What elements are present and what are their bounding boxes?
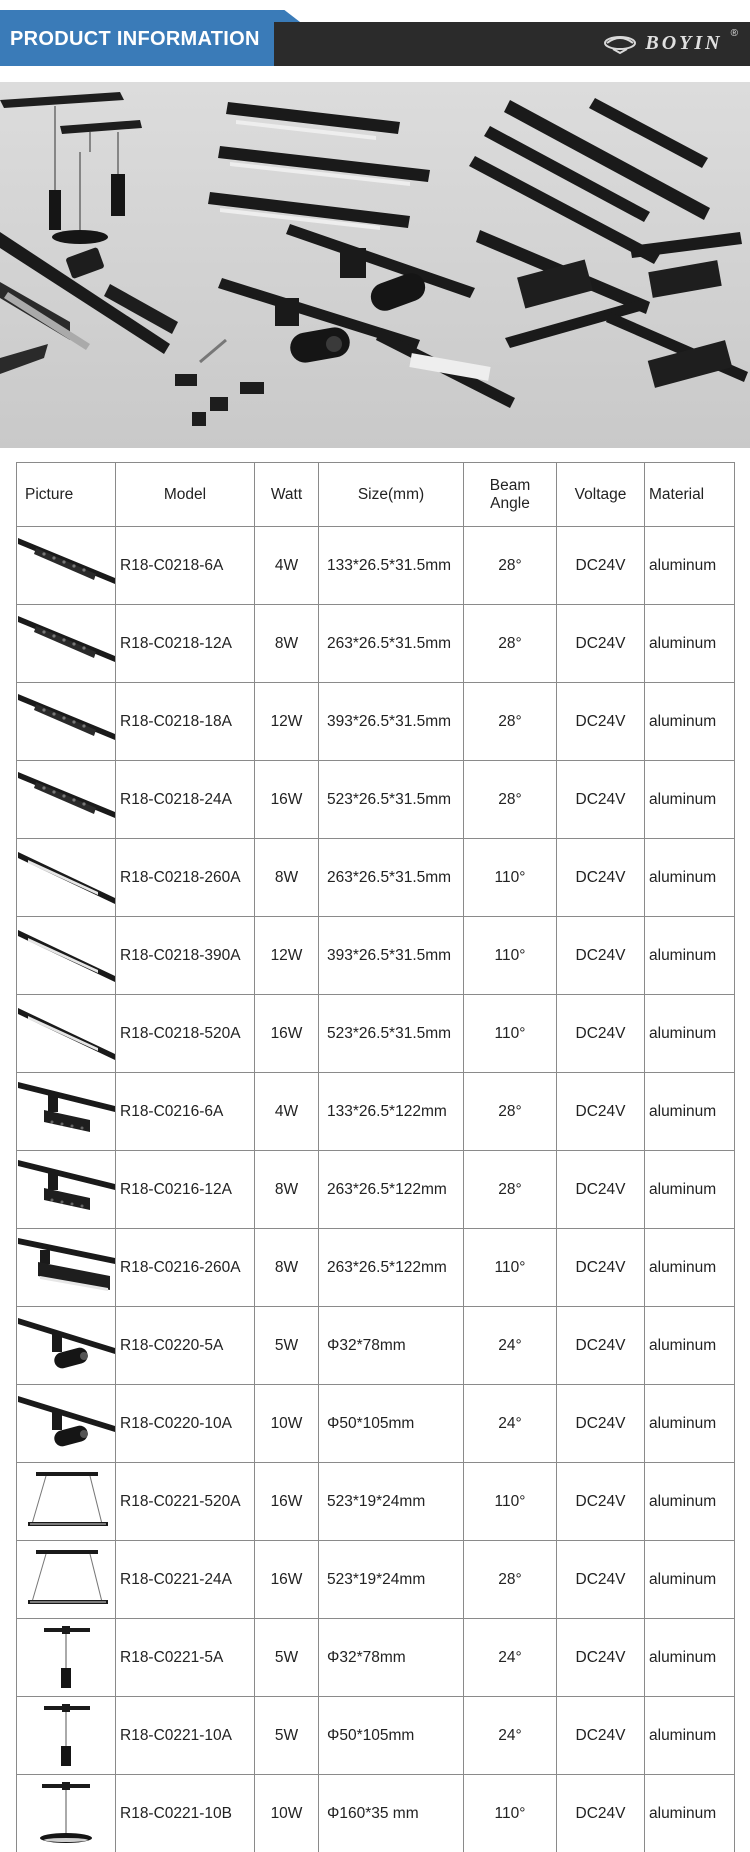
table-row [17,1463,735,1541]
size-cell: Φ32*78mm [319,1619,464,1697]
voltage-cell: DC24V [557,1151,645,1229]
size-cell: 523*26.5*31.5mm [319,995,464,1073]
voltage-cell: DC24V [557,1775,645,1852]
table-row [17,917,735,995]
brand-registered-mark: ® [730,27,738,39]
beam-angle-cell: 110° [464,1775,557,1852]
material-cell: aluminum [645,995,735,1073]
beam-angle-cell: 28° [464,761,557,839]
size-cell: Φ50*105mm [319,1697,464,1775]
watt-cell: 8W [255,839,319,917]
product-thumbnail [17,1697,116,1775]
size-cell: 263*26.5*31.5mm [319,839,464,917]
voltage-cell: DC24V [557,1073,645,1151]
drop-spot-icon [17,1076,115,1148]
material-cell: aluminum [645,1697,735,1775]
product-thumbnail [17,995,116,1073]
material-cell: aluminum [645,761,735,839]
material-cell: aluminum [645,1073,735,1151]
linear-spot-icon [17,530,115,602]
model-cell: R18-C0218-390A [116,917,255,995]
size-cell: 393*26.5*31.5mm [319,683,464,761]
model-cell: R18-C0216-260A [116,1229,255,1307]
material-cell: aluminum [645,1775,735,1852]
watt-cell: 16W [255,1541,319,1619]
voltage-cell: DC24V [557,1229,645,1307]
beam-angle-cell: 28° [464,527,557,605]
size-cell: 263*26.5*122mm [319,1229,464,1307]
material-cell: aluminum [645,605,735,683]
linear-flood-illustration [208,102,430,230]
product-collage-image [0,82,750,448]
linear-spot-icon [17,608,115,680]
beam-angle-cell: 24° [464,1307,557,1385]
size-cell: 263*26.5*31.5mm [319,605,464,683]
beam-header-line-2: Angle [490,494,530,512]
model-cell: R18-C0218-24A [116,761,255,839]
spotlight-icon [17,1310,115,1382]
model-cell: R18-C0221-5A [116,1619,255,1697]
model-cell: R18-C0221-520A [116,1463,255,1541]
table-row [17,995,735,1073]
beam-angle-cell: 28° [464,1151,557,1229]
voltage-cell: DC24V [557,1697,645,1775]
page-title: PRODUCT INFORMATION [10,28,260,50]
size-cell: 263*26.5*122mm [319,1151,464,1229]
product-thumbnail [17,1073,116,1151]
beam-angle-cell: 110° [464,995,557,1073]
drop-spot-icon [17,1154,115,1226]
size-cell: 523*26.5*31.5mm [319,761,464,839]
watt-cell: 16W [255,1463,319,1541]
table-row [17,527,735,605]
watt-cell: 5W [255,1697,319,1775]
column-header-material: Material [645,463,735,527]
table-row [17,1151,735,1229]
voltage-cell: DC24V [557,605,645,683]
beam-angle-cell: 110° [464,839,557,917]
model-cell: R18-C0218-6A [116,527,255,605]
linear-spot-icon [17,764,115,836]
size-cell: Φ160*35 mm [319,1775,464,1852]
model-cell: R18-C0218-18A [116,683,255,761]
table-header-row [17,463,735,527]
product-thumbnail [17,1775,116,1852]
beam-angle-cell: 110° [464,1229,557,1307]
table-row [17,1307,735,1385]
beam-angle-cell: 24° [464,1697,557,1775]
linear-flood-icon [17,920,115,992]
spotlight-track-illustration [218,224,475,365]
brand-name: BOYIN [645,31,723,54]
product-thumbnail [17,1385,116,1463]
product-thumbnail [17,1541,116,1619]
material-cell: aluminum [645,1541,735,1619]
voltage-cell: DC24V [557,1385,645,1463]
product-thumbnail [17,1307,116,1385]
product-thumbnail [17,917,116,995]
pendant-group-illustration [0,92,142,244]
column-header-model: Model [116,463,255,527]
beam-header-line-1: Beam [489,476,531,494]
watt-cell: 12W [255,917,319,995]
brand-logo [603,26,738,60]
header-banner [0,0,750,82]
spotlight-icon [17,1388,115,1460]
voltage-cell: DC24V [557,1463,645,1541]
beam-angle-cell: 24° [464,1385,557,1463]
material-cell: aluminum [645,1463,735,1541]
watt-cell: 10W [255,1385,319,1463]
product-spec-table [16,462,734,1852]
size-cell: Φ32*78mm [319,1307,464,1385]
model-cell: R18-C0218-260A [116,839,255,917]
size-cell: 133*26.5*122mm [319,1073,464,1151]
model-cell: R18-C0220-5A [116,1307,255,1385]
product-thumbnail [17,1151,116,1229]
watt-cell: 8W [255,1229,319,1307]
watt-cell: 8W [255,605,319,683]
voltage-cell: DC24V [557,839,645,917]
model-cell: R18-C0216-6A [116,1073,255,1151]
beam-angle-cell: 28° [464,1073,557,1151]
model-cell: R18-C0218-12A [116,605,255,683]
beam-angle-cell: 110° [464,1463,557,1541]
beam-angle-cell: 28° [464,1541,557,1619]
column-header-size: Size(mm) [319,463,464,527]
product-thumbnail [17,761,116,839]
watt-cell: 4W [255,527,319,605]
product-thumbnail [17,1229,116,1307]
product-thumbnail [17,683,116,761]
pendant-disc-icon [17,1778,115,1850]
linear-spot-icon [17,686,115,758]
column-header-picture: Picture [17,463,116,527]
model-cell: R18-C0221-10A [116,1697,255,1775]
table-row [17,1775,735,1852]
size-cell: Φ50*105mm [319,1385,464,1463]
voltage-cell: DC24V [557,761,645,839]
column-header-beam-angle [464,463,557,527]
material-cell: aluminum [645,1229,735,1307]
column-header-voltage: Voltage [557,463,645,527]
table-row [17,1073,735,1151]
watt-cell: 8W [255,1151,319,1229]
watt-cell: 5W [255,1307,319,1385]
track-rail-illustration [0,232,264,426]
material-cell: aluminum [645,1385,735,1463]
size-cell: 133*26.5*31.5mm [319,527,464,605]
table-row [17,605,735,683]
material-cell: aluminum [645,1151,735,1229]
table-row [17,683,735,761]
product-thumbnail [17,527,116,605]
drop-light-illustration [376,230,748,408]
voltage-cell: DC24V [557,1541,645,1619]
beam-angle-cell: 28° [464,683,557,761]
table-row [17,1697,735,1775]
watt-cell: 12W [255,683,319,761]
pendant-cylinder-icon [17,1622,115,1694]
size-cell: 393*26.5*31.5mm [319,917,464,995]
material-cell: aluminum [645,917,735,995]
product-thumbnail [17,839,116,917]
voltage-cell: DC24V [557,995,645,1073]
watt-cell: 16W [255,761,319,839]
material-cell: aluminum [645,527,735,605]
table-row [17,1619,735,1697]
voltage-cell: DC24V [557,683,645,761]
voltage-cell: DC24V [557,1307,645,1385]
product-thumbnail [17,605,116,683]
material-cell: aluminum [645,683,735,761]
model-cell: R18-C0220-10A [116,1385,255,1463]
watt-cell: 4W [255,1073,319,1151]
table-row [17,839,735,917]
model-cell: R18-C0216-12A [116,1151,255,1229]
product-thumbnail [17,1619,116,1697]
watt-cell: 10W [255,1775,319,1852]
material-cell: aluminum [645,839,735,917]
size-cell: 523*19*24mm [319,1463,464,1541]
drop-flood-icon [17,1232,115,1304]
pendant-linear-icon [17,1466,115,1538]
pendant-cylinder-icon [17,1700,115,1772]
model-cell: R18-C0221-10B [116,1775,255,1852]
beam-angle-cell: 110° [464,917,557,995]
boyin-logo-icon [603,31,637,55]
size-cell: 523*19*24mm [319,1541,464,1619]
voltage-cell: DC24V [557,527,645,605]
model-cell: R18-C0221-24A [116,1541,255,1619]
voltage-cell: DC24V [557,917,645,995]
beam-angle-cell: 28° [464,605,557,683]
material-cell: aluminum [645,1307,735,1385]
model-cell: R18-C0218-520A [116,995,255,1073]
linear-flood-icon [17,842,115,914]
table-row [17,1541,735,1619]
table-row [17,1385,735,1463]
column-header-watt: Watt [255,463,319,527]
watt-cell: 5W [255,1619,319,1697]
table-row [17,761,735,839]
voltage-cell: DC24V [557,1619,645,1697]
pendant-linear-icon [17,1544,115,1616]
linear-spot-illustration [469,98,710,264]
linear-flood-icon [17,998,115,1070]
material-cell: aluminum [645,1619,735,1697]
table-row [17,1229,735,1307]
watt-cell: 16W [255,995,319,1073]
product-thumbnail [17,1463,116,1541]
beam-angle-cell: 24° [464,1619,557,1697]
